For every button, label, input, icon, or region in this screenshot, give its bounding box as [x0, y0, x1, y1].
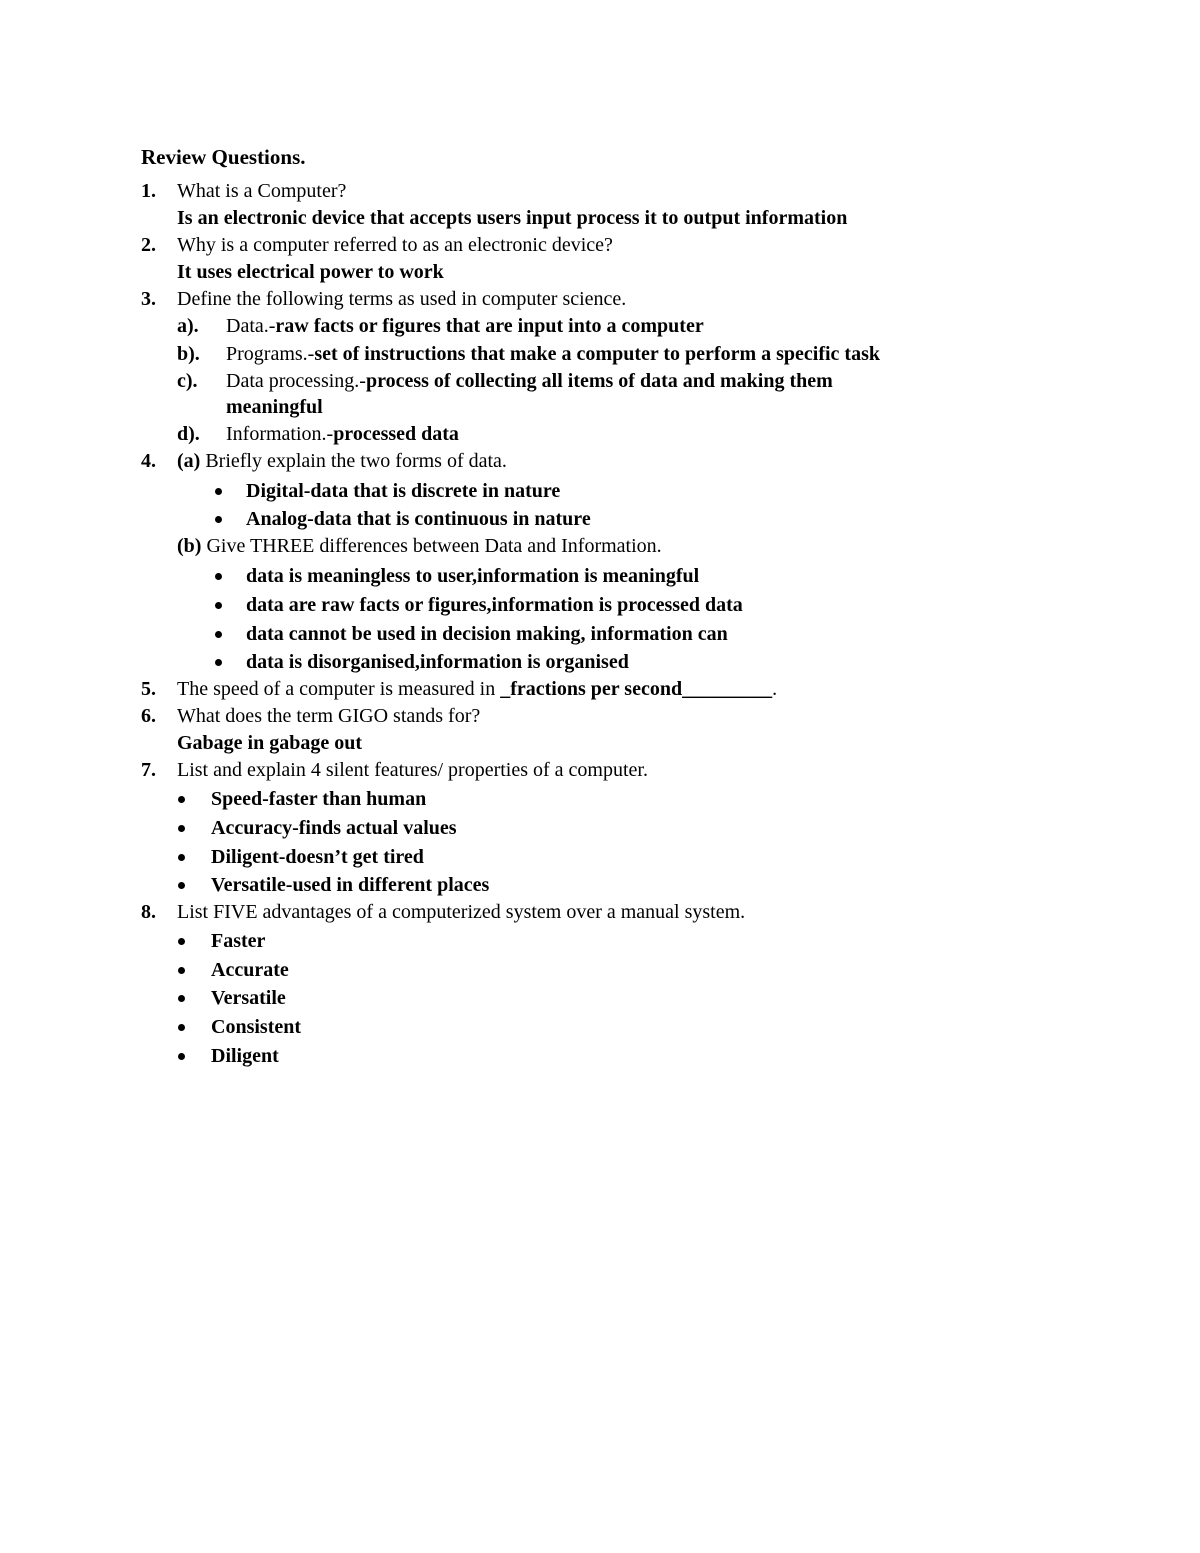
sub-question-label: (b) — [177, 535, 202, 557]
term-definition — [226, 421, 459, 447]
term-meaning: raw facts or figures that are input into a computer — [275, 315, 704, 337]
term-letter: b). — [177, 343, 200, 365]
question-number: 5. — [141, 678, 156, 700]
term-definition — [226, 313, 704, 339]
bullet-icon — [215, 573, 222, 580]
question-5-suffix: . — [772, 678, 778, 700]
list-item: Versatile — [211, 987, 286, 1009]
bullet-icon — [178, 882, 185, 889]
question-7-text: List and explain 4 silent features/ properties of a computer. — [177, 759, 648, 781]
bullet-icon — [215, 659, 222, 666]
list-item: Faster — [211, 930, 266, 952]
bullet-icon — [178, 796, 185, 803]
term-meaning: processed data — [333, 423, 459, 445]
term-definition — [226, 368, 833, 394]
question-number: 7. — [141, 759, 156, 781]
list-item: Diligent — [211, 1045, 279, 1067]
term-meaning: set of instructions that make a computer to perform a specific task — [314, 343, 880, 365]
list-item: data are raw facts or figures,information is processed data — [246, 594, 743, 616]
bullet-icon — [178, 938, 185, 945]
question-5-prefix: The speed of a computer is measured in — [177, 678, 501, 700]
bullet-icon — [178, 1053, 185, 1060]
list-item: Diligent-doesn’t get tired — [211, 846, 424, 868]
bullet-icon — [178, 1024, 185, 1031]
question-5-answer: _fractions per second_________ — [500, 678, 773, 700]
term-name: Data processing.- — [226, 370, 366, 392]
term-name: Data.- — [226, 315, 276, 337]
list-item: Versatile-used in different places — [211, 874, 490, 896]
term-name: Programs.- — [226, 343, 315, 365]
question-number: 1. — [141, 180, 156, 202]
list-item: data is meaningless to user,information is meaningful — [246, 565, 700, 587]
question-number: 6. — [141, 705, 156, 727]
bullet-icon — [215, 631, 222, 638]
list-item: Accurate — [211, 959, 289, 981]
bullet-icon — [178, 995, 185, 1002]
question-5-text — [177, 676, 777, 702]
term-meaning: process of collecting all items of data and making them — [365, 370, 833, 392]
list-item: data cannot be used in decision making, information can — [246, 623, 728, 645]
bullet-icon — [178, 967, 185, 974]
list-item: Accuracy-finds actual values — [211, 817, 457, 839]
question-3-text: Define the following terms as used in computer science. — [177, 288, 627, 310]
bullet-icon — [215, 516, 222, 523]
question-6-text: What does the term GIGO stands for? — [177, 705, 481, 727]
list-item: Analog-data that is continuous in nature — [246, 508, 591, 530]
term-meaning-continued: meaningful — [226, 396, 323, 418]
sub-question-label: (a) — [177, 450, 201, 472]
question-4b-text — [177, 533, 662, 559]
bullet-icon — [178, 825, 185, 832]
term-letter: c). — [177, 370, 198, 392]
list-item: data is disorganised,information is organised — [246, 651, 629, 673]
question-8-text: List FIVE advantages of a computerized system over a manual system. — [177, 901, 746, 923]
question-6-answer: Gabage in gabage out — [177, 732, 363, 754]
question-1-text: What is a Computer? — [177, 180, 347, 202]
term-letter: d). — [177, 423, 200, 445]
term-definition — [226, 341, 880, 367]
bullet-icon — [178, 854, 185, 861]
question-number: 2. — [141, 234, 156, 256]
term-letter: a). — [177, 315, 199, 337]
bullet-icon — [215, 602, 222, 609]
term-name: Information.- — [226, 423, 334, 445]
list-item: Consistent — [211, 1016, 302, 1038]
bullet-icon — [215, 488, 222, 495]
page-title: Review Questions. — [141, 145, 306, 169]
question-number: 8. — [141, 901, 156, 923]
question-2-text: Why is a computer referred to as an electronic device? — [177, 234, 613, 256]
question-4a-text — [177, 448, 507, 474]
list-item: Digital-data that is discrete in nature — [246, 480, 561, 502]
list-item: Speed-faster than human — [211, 788, 427, 810]
sub-question-text: Briefly explain the two forms of data. — [205, 450, 507, 472]
sub-question-text: Give THREE differences between Data and Information. — [206, 535, 662, 557]
question-2-answer: It uses electrical power to work — [177, 261, 444, 283]
question-number: 3. — [141, 288, 156, 310]
question-number: 4. — [141, 450, 156, 472]
question-1-answer: Is an electronic device that accepts users input process it to output information — [177, 207, 848, 229]
